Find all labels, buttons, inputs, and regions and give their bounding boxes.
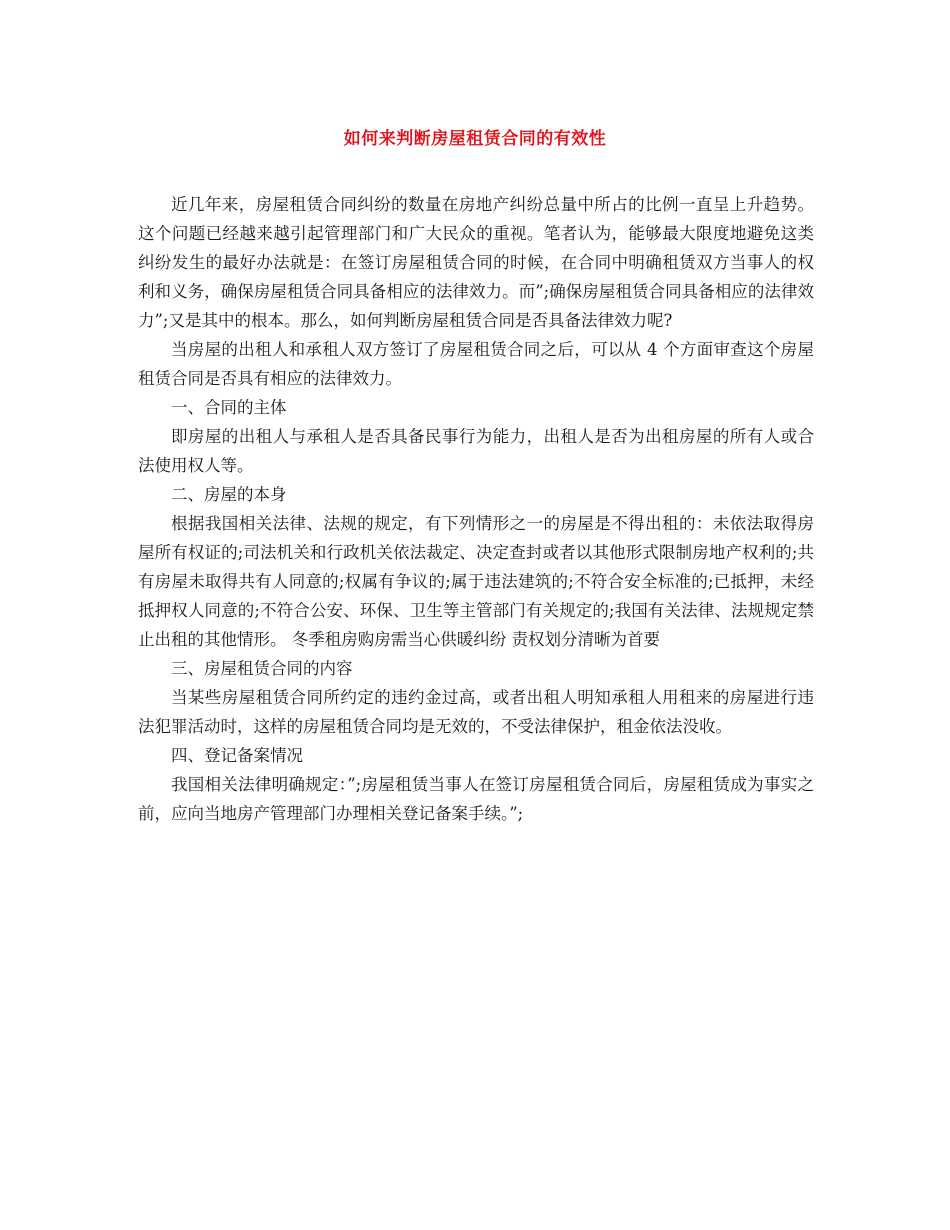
section-heading-1: 一、合同的主体 <box>171 398 287 417</box>
paragraph-overview: 当房屋的出租人和承租人双方签订了房屋租赁合同之后，可以从 4 个方面审查这个房屋租赁合同是否具有相应的法律效力。 <box>138 340 814 388</box>
section-heading-4: 四、登记备案情况 <box>171 746 303 765</box>
document-body <box>138 190 814 828</box>
paragraph-section-1: 即房屋的出租人与承租人是否具备民事行为能力，出租人是否为出租房屋的所有人或合法使用权人等。 <box>138 427 814 475</box>
section-heading-3: 三、房屋租赁合同的内容 <box>171 659 353 678</box>
document-title: 如何来判断房屋租赁合同的有效性 <box>343 129 607 149</box>
paragraph-intro: 近几年来，房屋租赁合同纠纷的数量在房地产纠纷总量中所占的比例一直呈上升趋势。这个问题已经越来越引起管理部门和广大民众的重视。笔者认为，能够最大限度地避免这类纠纷发生的最好办法就是：在签订房屋租赁合同的时候，在合同中明确租赁双方当事人的权利和义务，确保房屋租赁合同具备相应的法律效力。而”;确保房屋租赁合同具备相应的法律效力”;又是其中的根本。那么，如何判断房屋租赁合同是否具备法律效力呢? <box>138 195 814 330</box>
paragraph-section-3: 当某些房屋租赁合同所约定的违约金过高，或者出租人明知承租人用租来的房屋进行违法犯罪活动时，这样的房屋租赁合同均是无效的，不受法律保护，租金依法没收。 <box>138 688 814 736</box>
section-heading-2: 二、房屋的本身 <box>171 485 287 504</box>
paragraph-section-4: 我国相关法律明确规定：”;房屋租赁当事人在签订房屋租赁合同后，房屋租赁成为事实之前，应向当地房产管理部门办理相关登记备案手续。”; <box>138 775 814 823</box>
paragraph-section-2: 根据我国相关法律、法规的规定，有下列情形之一的房屋是不得出租的：未依法取得房屋所有权证的;司法机关和行政机关依法裁定、决定查封或者以其他形式限制房地产权利的;共有房屋未取得共有人同意的;权属有争议的;属于违法建筑的;不符合安全标准的;已抵押，未经抵押权人同意的;不符合公安、环保、卫生等主管部门有关规定的;我国有关法律、法规规定禁止出租的其他情形。 冬季租房购房需当心供暖纠纷 责权划分清晰为首要 <box>138 514 814 649</box>
